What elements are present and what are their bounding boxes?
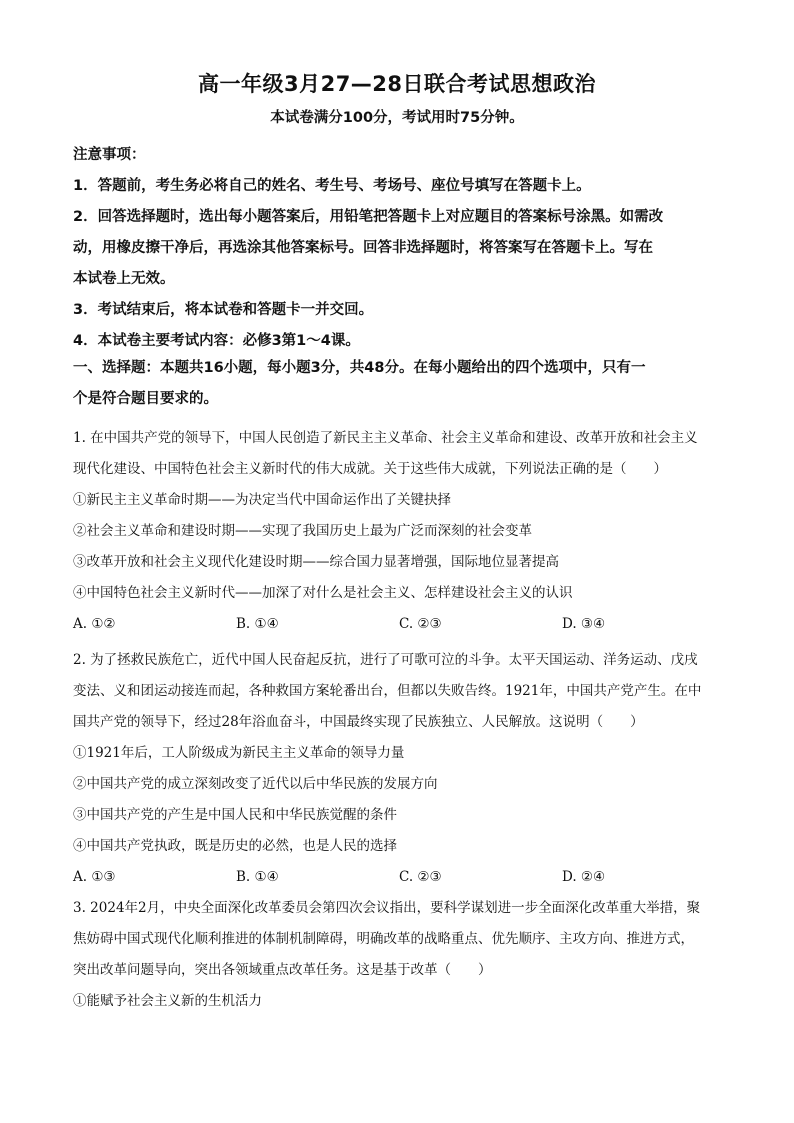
question-stem: 现代化建设、中国特色社会主义新时代的伟大成就。关于这些伟大成就，下列说法正确的是（ ） (73, 461, 667, 477)
question-statement: ④中国共产党执政，既是历史的必然，也是人民的选择 (73, 838, 397, 854)
notes-line: 2．回答选择题时，选出每小题答案后，用铅笔把答题卡上对应题目的答案标号涂黑。如需改 (73, 209, 664, 225)
answer-choices (73, 862, 725, 893)
question-stem: 2. 为了拯救民族危亡，近代中国人民奋起反抗，进行了可歌可泣的斗争。太平天国运动、洋务运动、戊戌 (73, 652, 698, 668)
choice-b: B. ①④ (236, 869, 279, 885)
choice-c: C. ②③ (399, 616, 442, 632)
question-1 (73, 423, 725, 640)
question-statement: ①1921年后，工人阶级成为新民主主义革命的领导力量 (73, 745, 405, 761)
question-statement: ②社会主义革命和建设时期——实现了我国历史上最为广泛而深刻的社会变革 (73, 523, 532, 539)
question-statement: ③中国共产党的产生是中国人民和中华民族觉醒的条件 (73, 807, 397, 823)
choice-c: C. ②③ (399, 869, 442, 885)
question-stem: 变法、义和团运动接连而起，各种救国方案轮番出台，但都以失败告终。1921年，中国共产党产生。在中 (73, 683, 702, 699)
question-2 (73, 645, 725, 893)
question-statement: ①能赋予社会主义新的生机活力 (73, 993, 262, 1009)
answer-choices (73, 609, 725, 640)
notes-block (73, 140, 723, 357)
question-statement: ①新民主主义革命时期——为决定当代中国命运作出了关键抉择 (73, 492, 451, 508)
question-stem: 1. 在中国共产党的领导下，中国人民创造了新民主主义革命、社会主义革命和建设、改革开放和社会主义 (73, 430, 698, 446)
notes-line: 本试卷上无效。 (73, 271, 175, 287)
question-stem: 国共产党的领导下，经过28年浴血奋斗，中国最终实现了民族独立、人民解放。这说明（ ） (73, 714, 644, 730)
notes-line: 动，用橡皮擦干净后，再选涂其他答案标号。回答非选择题时，将答案写在答题卡上。写在 (73, 240, 653, 256)
question-stem: 焦妨碍中国式现代化顺利推进的体制机制障碍，明确改革的战略重点、优先顺序、主攻方向、推进方式， (73, 931, 694, 947)
section-line: 个是符合题目要求的。 (73, 391, 218, 407)
question-statement: ②中国共产党的成立深刻改变了近代以后中华民族的发展方向 (73, 776, 438, 792)
notes-heading: 注意事项： (73, 147, 146, 163)
section-heading (73, 353, 723, 415)
notes-line: 1．答题前，考生务必将自己的姓名、考生号、考场号、座位号填写在答题卡上。 (73, 178, 591, 194)
notes-line: 3．考试结束后，将本试卷和答题卡一并交回。 (73, 302, 374, 318)
section-line: 一、选择题：本题共16小题，每小题3分，共48分。在每小题给出的四个选项中，只有一 (73, 360, 646, 376)
question-statement: ③改革开放和社会主义现代化建设时期——综合国力显著增强，国际地位显著提高 (73, 554, 559, 570)
choice-d: D. ②④ (562, 869, 606, 885)
choice-a: A. ①③ (73, 869, 116, 885)
page-title: 高一年级3月27—28日联合考试思想政治 (197, 72, 597, 96)
choice-b: B. ①④ (236, 616, 279, 632)
choice-a: A. ①② (73, 616, 116, 632)
question-stem: 3. 2024年2月，中央全面深化改革委员会第四次会议指出，要科学谋划进一步全面深化改革重大举措，聚 (73, 900, 701, 916)
notes-line: 4．本试卷主要考试内容：必修3第1～4课。 (73, 333, 360, 349)
question-3 (73, 893, 725, 1017)
question-stem: 突出改革问题导向，突出各领域重点改革任务。这是基于改革（ ） (73, 962, 492, 978)
choice-d: D. ③④ (562, 616, 606, 632)
question-statement: ④中国特色社会主义新时代——加深了对什么是社会主义、怎样建设社会主义的认识 (73, 585, 573, 601)
page-subtitle: 本试卷满分100分，考试用时75分钟。 (270, 110, 524, 126)
